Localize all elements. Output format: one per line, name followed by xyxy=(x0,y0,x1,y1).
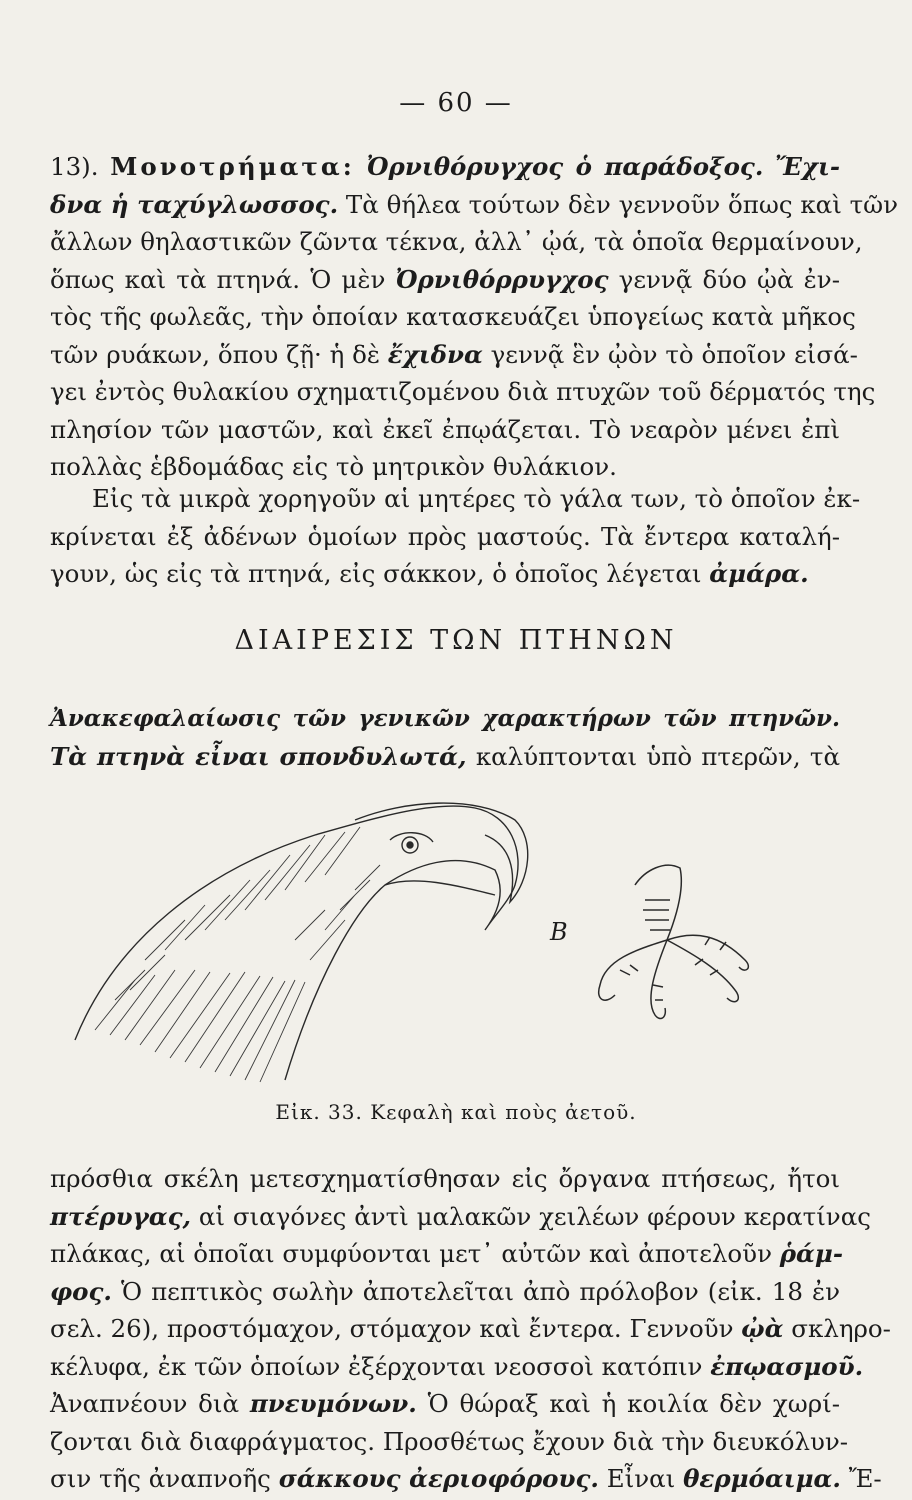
text-line: τῶν ρυάκων, ὅπου ζῇ· ἡ δὲ ἔχιδνα γεννᾷ ἓν ᾠὸν τὸ ὁποῖον εἰσά- xyxy=(50,339,858,369)
text-line: σελ. 26), προστόμαχον, στόμαχον καὶ ἔντερα. Γεννοῦν ᾠὰ σκληρο- xyxy=(50,1314,891,1343)
figure-caption: Εἰκ. 33. Κεφαλὴ καὶ ποὺς ἀετοῦ. xyxy=(275,1100,637,1124)
text-line: φος. Ὁ πεπτικὸς σωλὴν ἀποτελεῖται ἀπὸ πρόλοβον (εἰκ. 18 ἐν xyxy=(50,1276,840,1306)
subheading-block xyxy=(50,700,840,775)
text-line: πολλὰς ἑβδομάδας εἰς τὸ μητρικὸν θυλάκιον. xyxy=(50,452,617,481)
paragraph-monotremes xyxy=(50,148,899,486)
text-line: τὸς τῆς φωλεᾶς, τὴν ὁποίαν κατασκευάζει ὑπογείως κατὰ μῆκος xyxy=(50,302,856,331)
eagle-head-illustration xyxy=(75,803,528,1080)
term-monotremes: Μονοτρήματα: xyxy=(110,152,355,181)
paragraph-milk xyxy=(50,480,861,593)
term-amara: ἀμάρα. xyxy=(709,559,809,588)
subheading: Ἀνακεφαλαίωσις τῶν γενικῶν χαρακτήρων τῶν πτηνῶν. xyxy=(50,705,840,732)
text-line: σιν τῆς ἀναπνοῆς σάκκους ἀεριοφόρους. Εἶναι θερμόαιμα. Ἔ- xyxy=(50,1464,882,1493)
text-line: κέλυφα, ἐκ τῶν ὁποίων ἐξέρχονται νεοσσοὶ κατόπιν ἐπῳασμοῦ. xyxy=(50,1351,864,1381)
text-line: 13). Μονοτρήματα: Ὀρνιθόρυγχος ὁ παράδοξος. Ἔχι- xyxy=(50,152,840,181)
feather-hatching xyxy=(95,827,380,1082)
term-beak: ῥάμ- xyxy=(779,1239,844,1268)
text-line: πρόσθια σκέλη μετεσχηματίσθησαν εἰς ὄργανα πτήσεως, ἤτοι xyxy=(50,1164,840,1193)
eagle-foot-illustration xyxy=(599,865,749,1018)
text-line: κρίνεται ἐξ ἀδένων ὁμοίων πρὸς μαστούς. Τὰ ἔντερα καταλή- xyxy=(50,521,840,551)
term-lungs: πνευμόνων. xyxy=(249,1389,417,1418)
text-line: ὅπως καὶ τὰ πτηνά. Ὁ μὲν Ὀρνιθόρρυγχος γεννᾷ δύο ᾠὰ ἐν- xyxy=(50,264,840,294)
page-number: — 60 — xyxy=(399,88,513,118)
term-air-sacs: σάκκους ἀεριοφόρους. xyxy=(278,1464,599,1493)
eagle-figure xyxy=(55,790,875,1100)
text-line: δνα ἡ ταχύγλωσσος. Τὰ θήλεα τούτων δὲν γεννοῦν ὅπως καὶ τῶν xyxy=(50,189,899,219)
figure-label-b: B xyxy=(550,918,568,946)
text-line: Τὰ πτηνὰ εἶναι σπονδυλωτά, καλύπτονται ὑπὸ πτερῶν, τὰ xyxy=(50,741,841,771)
text-line: Εἰς τὰ μικρὰ χορηγοῦν αἱ μητέρες τὸ γάλα των, τὸ ὁποῖον ἐκ- xyxy=(92,484,861,513)
term-wings: πτέρυγας, xyxy=(50,1201,192,1231)
section-heading: ΔΙΑΙΡΕΣΙΣ ΤΩΝ ΠΤΗΝΩΝ xyxy=(234,625,678,656)
term-warm-blooded: θερμόαιμα. xyxy=(683,1464,841,1493)
term-platypus: Ὀρνιθόρυγχος ὁ παράδοξος. xyxy=(366,152,764,181)
text-line: ἄλλων θηλαστικῶν ζῶντα τέκνα, ἀλλ᾽ ᾠά, τὰ ὁποῖα θερμαίνουν, xyxy=(50,227,863,256)
term-eggs: ᾠὰ xyxy=(741,1314,784,1343)
term-incubation: ἐπῳασμοῦ. xyxy=(710,1351,864,1381)
term-echidna: δνα ἡ ταχύγλωσσος. xyxy=(50,189,339,219)
text-line: πλάκας, αἱ ὁποῖαι συμφύονται μετ᾽ αὐτῶν καὶ ἀποτελοῦν ῥάμ- xyxy=(50,1239,844,1268)
text-line: γουν, ὡς εἰς τὰ πτηνά, εἰς σάκκον, ὁ ὁποῖος λέγεται ἀμάρα. xyxy=(50,559,809,588)
text-line: Ἀναπνέουν διὰ πνευμόνων. Ὁ θώραξ καὶ ἡ κοιλία δὲν χωρί- xyxy=(50,1389,840,1418)
text-line: ζονται διὰ διαφράγματος. Προσθέτως ἔχουν διὰ τὴν διευκόλυν- xyxy=(50,1426,849,1456)
text-line: γει ἐντὸς θυλακίου σχηματιζομένου διὰ πτυχῶν τοῦ δέρματός της xyxy=(50,377,876,406)
text-line: πτέρυγας, αἱ σιαγόνες ἀντὶ μαλακῶν χειλέων φέρουν κερατίνας xyxy=(50,1201,871,1231)
text-line: πλησίον τῶν μαστῶν, καὶ ἐκεῖ ἐπῳάζεται. Τὸ νεαρὸν μένει ἐπὶ xyxy=(50,414,840,444)
paragraph-birds xyxy=(50,1160,891,1498)
